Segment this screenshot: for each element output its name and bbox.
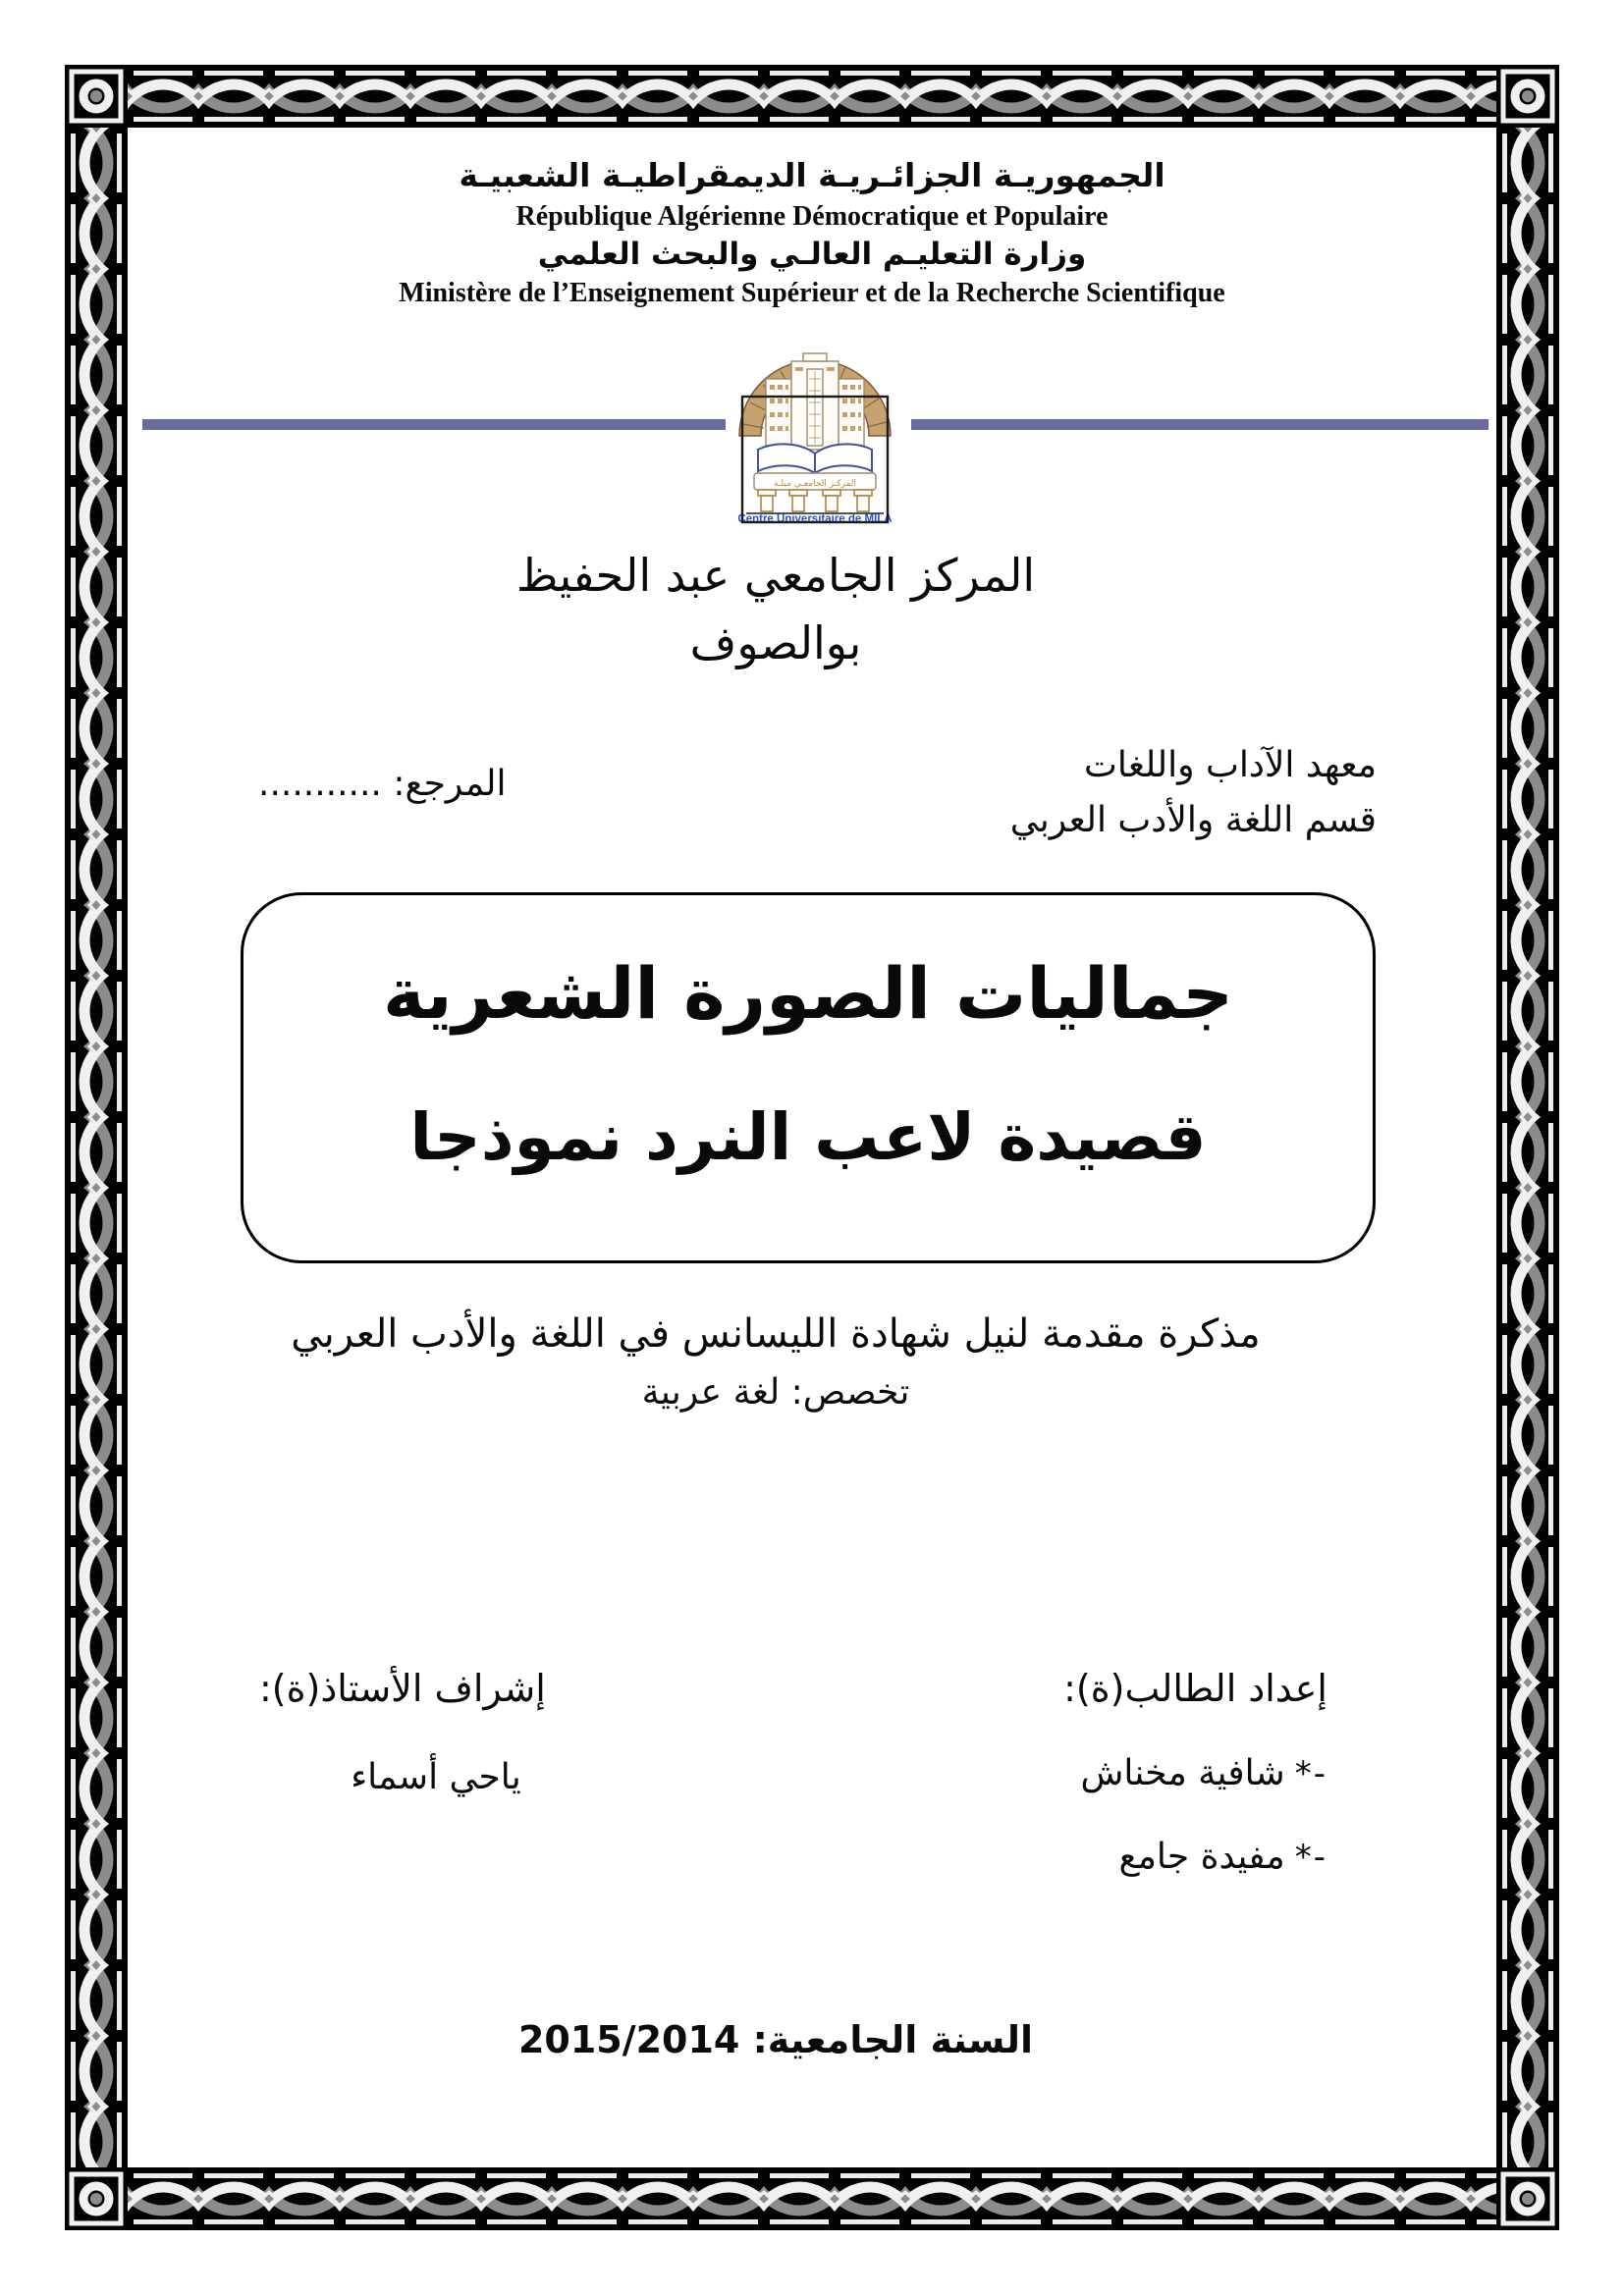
university-name-line2: بوالصوف xyxy=(689,616,862,669)
student-name-1: شافية مخناش xyxy=(1080,1753,1285,1793)
supervisor-name: ياحي أسماء xyxy=(351,1757,521,1797)
academic-year-value: 2015/2014 xyxy=(517,2018,740,2061)
prepared-by-column xyxy=(1041,1667,1327,1877)
university-logo-graphic xyxy=(731,334,899,526)
academic-year-line xyxy=(128,2018,1424,2061)
academic-year-label: السنة الجامعية: xyxy=(752,2018,1034,2061)
thesis-title-subtitle: قصيدة لاعب النرد نموذجا xyxy=(409,1099,1207,1175)
supervisor-column xyxy=(259,1667,613,1797)
university-logo xyxy=(731,334,899,526)
divider-rule-right xyxy=(911,419,1489,430)
university-name-line1: المركز الجامعي عبد الحفيظ xyxy=(515,549,1036,602)
reference-field: المرجع: ........... xyxy=(258,764,507,804)
prepared-by-label: إعداد الطالب(ة): xyxy=(1063,1667,1327,1710)
supervisor-label: إشراف الأستاذ(ة): xyxy=(259,1667,546,1710)
banner-ribbon xyxy=(754,473,876,490)
speciality-line: تخصص: لغة عربية xyxy=(641,1372,910,1413)
institute-block xyxy=(1010,738,1377,848)
student-name-2: مفيدة جامع xyxy=(1118,1837,1285,1877)
republic-name-french: République Algérienne Démocratique et Populaire xyxy=(515,201,1109,233)
memo-block xyxy=(128,1311,1424,1413)
university-name xyxy=(128,542,1424,677)
logo-caption: Centre Universitaire de MILA xyxy=(737,513,893,525)
divider-rule-left xyxy=(142,419,726,430)
memo-description: مذكرة مقدمة لنيل شهادة الليسانس في اللغة والأدب العربي xyxy=(291,1311,1261,1357)
official-header xyxy=(128,155,1496,310)
student-row xyxy=(1041,1837,1327,1877)
student-bullet: *- xyxy=(1294,1838,1327,1877)
republic-name-arabic: الجمهوريـة الجزائـريـة الديمقراطيـة الشعبيـة xyxy=(459,156,1165,194)
ministry-name-arabic: وزارة التعليـم العالـي والبحث العلمي xyxy=(537,237,1087,273)
institute-name: معهد الآداب واللغات xyxy=(1084,745,1377,785)
logo-banner-text: المركـز الجامعـي ميلـة xyxy=(773,479,857,489)
student-bullet: *- xyxy=(1294,1754,1327,1793)
ministry-name-french: Ministère de l’Enseignement Supérieur et de la Recherche Scientifique xyxy=(399,278,1225,308)
department-name: قسم اللغة والأدب العربي xyxy=(1009,799,1377,840)
student-row xyxy=(1041,1753,1327,1793)
thesis-title-box xyxy=(241,892,1376,1263)
thesis-title-main: جماليات الصورة الشعرية xyxy=(382,952,1233,1035)
